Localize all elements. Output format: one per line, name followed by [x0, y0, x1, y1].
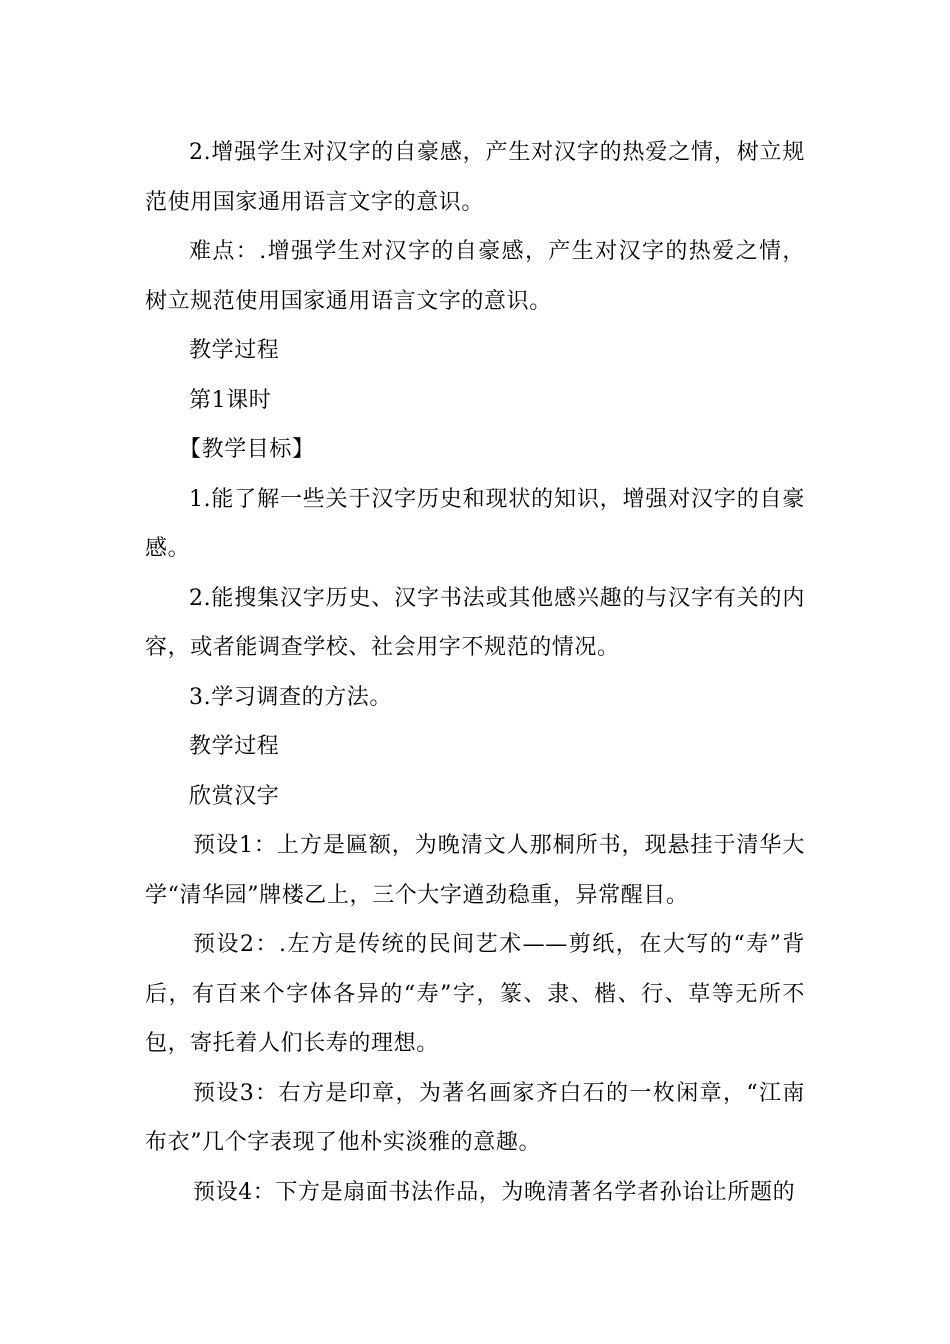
- paragraph-objective-3: 3.学习调查的方法。: [189, 684, 392, 710]
- heading-teaching-objectives: 【教学目标】: [179, 437, 315, 462]
- document-body: [145, 128, 805, 1217]
- paragraph-preset-3: 预设3：右方是印章，为著名画家齐白石的一枚闲章，“江南布衣”几个字表现了他朴实淡雅的意趣。: [145, 1080, 805, 1155]
- paragraph-preset-1: 预设1：上方是匾额，为晚清文人那桐所书，现悬挂于清华大学“清华园”牌楼乙上，三个大字遒劲稳重，异常醒目。: [145, 833, 805, 908]
- paragraph-preset-4: 预设4：下方是扇面书法作品，为晚清著名学者孙诒让所题的: [193, 1179, 796, 1205]
- paragraph-preset-2: 预设2：.左方是传统的民间艺术——剪纸，在大写的“寿”背后，有百来个字体各异的“寿”字，篆、隶、楷、行、草等无所不包，寄托着人们长寿的理想。: [145, 932, 805, 1056]
- paragraph-objective-1: 1.能了解一些关于汉字历史和现状的知识，增强对汉字的自豪感。: [145, 486, 805, 561]
- heading-teaching-process-2: 教学过程: [189, 734, 280, 759]
- paragraph-difficulty: 难点：.增强学生对汉字的自豪感，产生对汉字的热爱之情，树立规范使用国家通用语言文字的意识。: [145, 239, 805, 314]
- heading-appreciate-characters: 欣赏汉字: [189, 783, 280, 809]
- heading-lesson-1: 第1课时: [189, 387, 272, 413]
- heading-teaching-process: 教学过程: [189, 338, 280, 363]
- paragraph-goal-2: 2.增强学生对汉字的自豪感，产生对汉字的热爱之情，树立规范使用国家通用语言文字的意识。: [145, 140, 805, 215]
- paragraph-objective-2: 2.能搜集汉字历史、汉字书法或其他感兴趣的与汉字有关的内容，或者能调查学校、社会用字不规范的情况。: [145, 585, 805, 660]
